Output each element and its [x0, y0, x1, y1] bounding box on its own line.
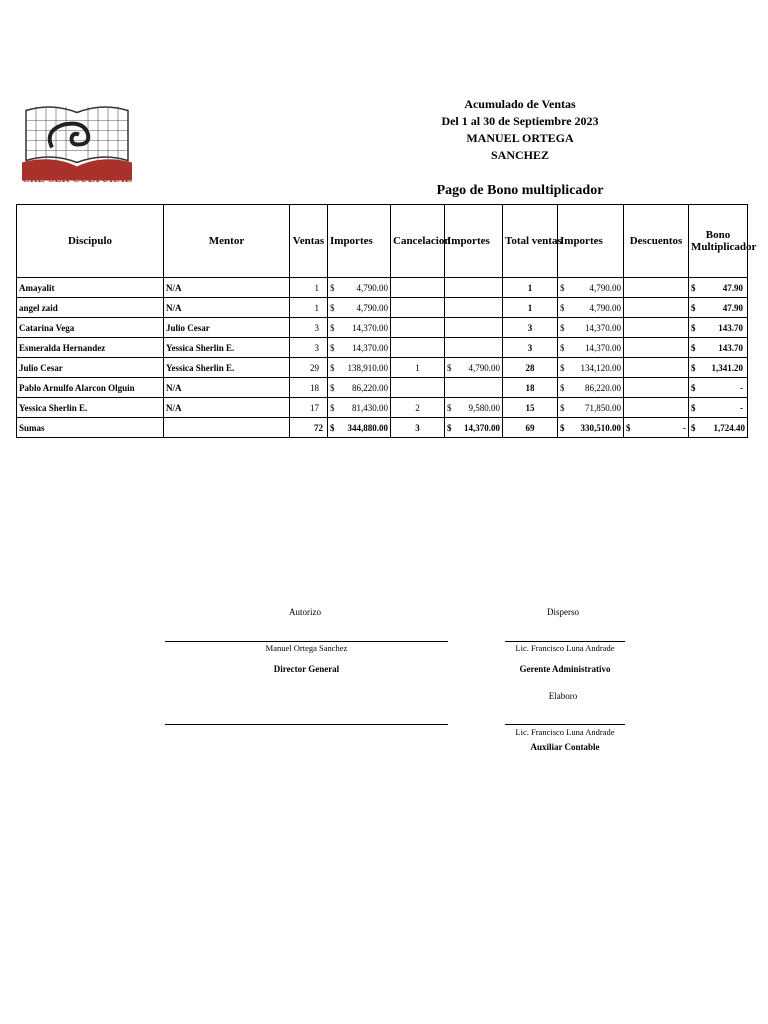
col-mentor: Mentor: [164, 205, 290, 278]
amount: 86,220.00: [352, 382, 388, 393]
cell-importe-total: [558, 298, 624, 318]
currency-symbol: $: [330, 362, 335, 373]
autorizo-label: Autorizo: [289, 607, 321, 617]
cell-discipulo: Amayalit: [17, 278, 164, 298]
cell-importe-total: [558, 378, 624, 398]
sums-total: 69: [503, 418, 558, 438]
cell-importe: [328, 358, 391, 378]
sums-row: [17, 418, 748, 438]
cell-ventas: 17: [290, 398, 328, 418]
cell-importe-total: [558, 278, 624, 298]
amount: 134,120.00: [580, 362, 621, 373]
cell-mentor: Yessica Sherlin E.: [164, 338, 290, 358]
col-descuentos: Descuentos: [624, 205, 689, 278]
cell-discipulo: Yessica Sherlin E.: [17, 398, 164, 418]
col-ventas: Ventas: [290, 205, 328, 278]
cell-total: 1: [503, 278, 558, 298]
cell-total: 3: [503, 318, 558, 338]
amount: 71,850.00: [585, 402, 621, 413]
cell-bono: [689, 298, 748, 318]
currency-symbol: $: [330, 282, 335, 293]
cell-descuento: [624, 398, 689, 418]
currency-symbol: $: [447, 422, 452, 433]
report-owner: MANUEL ORTEGA SANCHEZ: [466, 131, 574, 162]
cell-bono: [689, 378, 748, 398]
cell-mentor: Yessica Sherlin E.: [164, 358, 290, 378]
table-row: [17, 358, 748, 378]
sales-table: [16, 204, 757, 438]
col-cancelacion: Cancelacion: [391, 205, 445, 278]
table-row: [17, 298, 748, 318]
currency-symbol: $: [691, 282, 696, 293]
cell-total: 18: [503, 378, 558, 398]
amount: 4,790.00: [356, 282, 388, 293]
currency-symbol: $: [691, 302, 696, 313]
amount: 86,220.00: [585, 382, 621, 393]
col-importes-cancel: Importes: [445, 205, 503, 278]
table-header-row: [17, 205, 748, 278]
cell-descuento: [624, 358, 689, 378]
currency-symbol: $: [560, 402, 565, 413]
cell-bono: [689, 398, 748, 418]
currency-symbol: $: [330, 382, 335, 393]
cell-importe: [328, 298, 391, 318]
cell-bono: [689, 318, 748, 338]
table-row: [17, 398, 748, 418]
col-importes: Importes: [328, 205, 391, 278]
cell-importe-total: [558, 398, 624, 418]
table-row: [17, 278, 748, 298]
cell-cancelacion: [391, 298, 445, 318]
currency-symbol: $: [447, 362, 452, 373]
disperso-signature-line: [505, 641, 625, 642]
cell-cancelacion: [391, 338, 445, 358]
amount: 143.70: [718, 342, 743, 353]
currency-symbol: $: [560, 362, 565, 373]
cell-bono: [689, 278, 748, 298]
amount: 4,790.00: [356, 302, 388, 313]
cell-total: 1: [503, 298, 558, 318]
cell-cancelacion: 1: [391, 358, 445, 378]
amount: 4,790.00: [468, 362, 500, 373]
cell-mentor: N/A: [164, 398, 290, 418]
disperso-name: Lic. Francisco Luna Andrade: [515, 643, 615, 653]
table-row: [17, 378, 748, 398]
currency-symbol: $: [560, 382, 565, 393]
sums-descuento: [624, 418, 689, 438]
disperso-label: Disperso: [547, 607, 579, 617]
elaboro-signature-line: [505, 724, 625, 725]
currency-symbol: $: [560, 302, 565, 313]
cell-cancelacion: [391, 318, 445, 338]
currency-symbol: $: [330, 422, 335, 433]
cell-descuento: [624, 298, 689, 318]
currency-symbol: $: [560, 422, 565, 433]
amount: 14,370.00: [352, 342, 388, 353]
sums-importe-cancel: [445, 418, 503, 438]
cell-importe-total: [558, 358, 624, 378]
disperso-role: Gerente Administrativo: [519, 664, 611, 674]
autorizo-role: Director General: [273, 664, 340, 674]
cell-importe: [328, 338, 391, 358]
sums-importe-total: [558, 418, 624, 438]
currency-symbol: $: [691, 362, 696, 373]
currency-symbol: $: [330, 342, 335, 353]
cell-discipulo: Julio Cesar: [17, 358, 164, 378]
amount: 344,880.00: [347, 422, 388, 433]
cell-importe: [328, 278, 391, 298]
elaboro-role: Auxiliar Contable: [530, 742, 600, 752]
col-discipulo: Discipulo: [17, 205, 164, 278]
cell-importe: [328, 398, 391, 418]
cell-descuento: [624, 338, 689, 358]
col-bono-line2: Multiplicador: [691, 241, 757, 253]
cell-mentor: N/A: [164, 298, 290, 318]
cell-bono: [689, 358, 748, 378]
amount: 14,370.00: [352, 322, 388, 333]
cell-cancelacion: [391, 278, 445, 298]
amount: 47.90: [722, 302, 743, 313]
cell-cancelacion: 2: [391, 398, 445, 418]
amount: 143.70: [718, 322, 743, 333]
amount: 330,510.00: [580, 422, 621, 433]
report-period: Del 1 al 30 de Septiembre 2023: [441, 114, 599, 128]
cell-descuento: [624, 378, 689, 398]
cell-mentor: N/A: [164, 278, 290, 298]
currency-symbol: $: [691, 382, 696, 393]
amount: -: [683, 422, 686, 433]
amount: 4,790.00: [589, 302, 621, 313]
table-row: [17, 338, 748, 358]
col-bono: [689, 205, 757, 278]
cell-importe-cancel: [445, 298, 503, 318]
cell-descuento: [624, 278, 689, 298]
cell-mentor: Julio Cesar: [164, 318, 290, 338]
cell-ventas: 1: [290, 298, 328, 318]
sums-mentor: [164, 418, 290, 438]
amount: -: [740, 382, 743, 393]
currency-symbol: $: [560, 322, 565, 333]
cell-importe-cancel: [445, 358, 503, 378]
currency-symbol: $: [330, 322, 335, 333]
cell-cancelacion: [391, 378, 445, 398]
col-bono-line1: Bono: [705, 229, 731, 241]
cell-importe-cancel: [445, 278, 503, 298]
amount: 14,370.00: [585, 342, 621, 353]
amount: 81,430.00: [352, 402, 388, 413]
cell-ventas: 1: [290, 278, 328, 298]
section-title: Pago de Bono multiplicador: [436, 183, 604, 198]
cell-descuento: [624, 318, 689, 338]
cell-ventas: 3: [290, 318, 328, 338]
currency-symbol: $: [330, 302, 335, 313]
amount: 1,724.40: [713, 422, 745, 433]
sums-ventas: 72: [290, 418, 328, 438]
cell-importe-cancel: [445, 318, 503, 338]
currency-symbol: $: [560, 282, 565, 293]
currency-symbol: $: [691, 322, 696, 333]
cell-mentor: N/A: [164, 378, 290, 398]
cell-discipulo: Esmeralda Hernandez: [17, 338, 164, 358]
amount: -: [740, 402, 743, 413]
cell-ventas: 18: [290, 378, 328, 398]
currency-symbol: $: [560, 342, 565, 353]
currency-symbol: $: [626, 422, 631, 433]
amount: 14,370.00: [464, 422, 500, 433]
elaboro-label: Elaboro: [548, 691, 578, 701]
cell-importe: [328, 318, 391, 338]
second-signature-line: [165, 724, 448, 725]
autorizo-signature-line: [165, 641, 448, 642]
amount: 138,910.00: [347, 362, 388, 373]
cell-importe-total: [558, 318, 624, 338]
cell-discipulo: angel zaid: [17, 298, 164, 318]
amount: 47.90: [722, 282, 743, 293]
sums-bono: [689, 418, 748, 438]
cell-importe-cancel: [445, 378, 503, 398]
elaboro-name: Lic. Francisco Luna Andrade: [515, 727, 615, 737]
cell-total: 28: [503, 358, 558, 378]
amount: 9,580.00: [468, 402, 500, 413]
table-row: [17, 318, 748, 338]
currency-symbol: $: [691, 342, 696, 353]
cell-importe-cancel: [445, 338, 503, 358]
cell-total: 15: [503, 398, 558, 418]
currency-symbol: $: [330, 402, 335, 413]
amount: 4,790.00: [589, 282, 621, 293]
autorizo-name: Manuel Ortega Sanchez: [265, 643, 348, 653]
currency-symbol: $: [691, 402, 696, 413]
cell-importe-total: [558, 338, 624, 358]
sums-cancelacion: 3: [391, 418, 445, 438]
currency-symbol: $: [447, 402, 452, 413]
cell-importe: [328, 378, 391, 398]
col-total-ventas: Total ventas: [503, 205, 558, 278]
sums-importe: [328, 418, 391, 438]
cell-ventas: 29: [290, 358, 328, 378]
company-name: CRE-SER CULTURAL: [22, 174, 132, 185]
cell-importe-cancel: [445, 398, 503, 418]
cell-discipulo: Pablo Arnulfo Alarcon Olguin: [17, 378, 164, 398]
col-importes-total: Importes: [558, 205, 624, 278]
cell-ventas: 3: [290, 338, 328, 358]
cell-discipulo: Catarina Vega: [17, 318, 164, 338]
report-title: Acumulado de Ventas: [464, 97, 576, 111]
cell-total: 3: [503, 338, 558, 358]
amount: 14,370.00: [585, 322, 621, 333]
sums-label: Sumas: [17, 418, 164, 438]
cell-bono: [689, 338, 748, 358]
amount: 1,341.20: [711, 362, 743, 373]
currency-symbol: $: [691, 422, 696, 433]
